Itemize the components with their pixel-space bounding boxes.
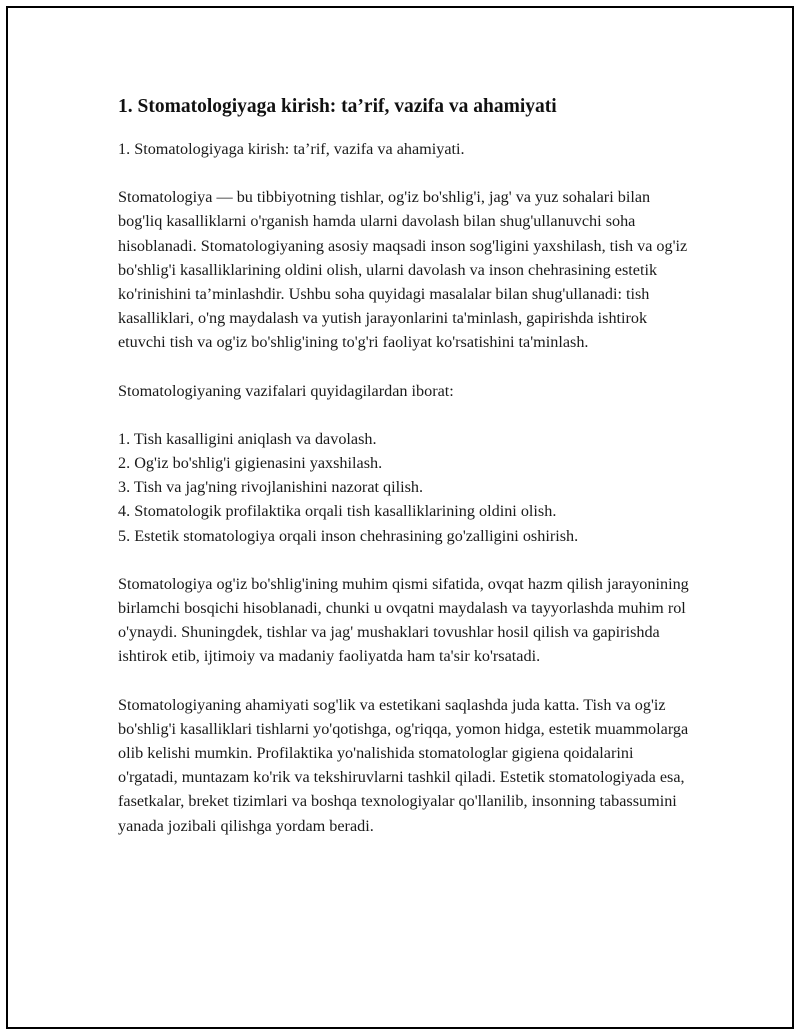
list-item: 5. Estetik stomatologiya orqali inson chehrasining go'zalligini oshirish. — [118, 526, 579, 545]
document-title: 1. Stomatologiyaga kirish: ta’rif, vazifa va ahamiyati — [118, 96, 557, 117]
tasks-intro: Stomatologiyaning vazifalari quyidagilardan iborat: — [118, 381, 454, 400]
paragraph-function: Stomatologiya og'iz bo'shlig'ining muhim qismi sifatida, ovqat hazm qilish jarayonining birlamchi bosqichi hisoblanadi, chunki u ovqatni maydalash va tayyorlashda muhim rol o'ynaydi. Shuningdek, tishlar va jag' mushaklari tovushlar hosil qilish va gapirishda ishtirok etib, ijtimoiy va madaniy faoliyatda ham ta'sir ko'rsatadi. — [118, 574, 689, 666]
document-subtitle: 1. Stomatologiyaga kirish: ta’rif, vazifa va ahamiyati. — [118, 140, 465, 158]
paragraph-importance: Stomatologiyaning ahamiyati sog'lik va estetikani saqlashda juda katta. Tish va og'iz bo'shlig'i kasalliklari tishlarni yo'qotishga, og'riqqa, yomon hidga, estetik muammolarga olib kelishi mumkin. Profilaktika yo'nalishida stomatologlar gigiena qoidalarini o'rgatadi, muntazam ko'rik va tekshiruvlarni tashkil qiladi. Estetik stomatologiyada esa, fasetkalar, breket tizimlari va boshqa texnologiyalar qo'llanilib, insonning tabassumini yanada jozibali qilishga yordam beradi. — [118, 695, 689, 835]
list-item: 3. Tish va jag'ning rivojlanishini nazorat qilish. — [118, 478, 424, 497]
list-item: 2. Og'iz bo'shlig'i gigienasini yaxshilash. — [118, 454, 383, 473]
tasks-list — [118, 427, 693, 548]
list-item: 4. Stomatologik profilaktika orqali tish kasalliklarining oldini olish. — [118, 502, 557, 521]
document-body — [118, 94, 693, 862]
list-item: 1. Tish kasalligini aniqlash va davolash. — [118, 429, 377, 448]
paragraph-definition: Stomatologiya — bu tibbiyotning tishlar, og'iz bo'shlig'i, jag' va yuz sohalari bilan bog'liq kasalliklarni o'rganish hamda ularni davolash bilan shug'ullanuvchi soha hisoblanadi. Stomatologiyaning asosiy maqsadi inson sog'ligini yaxshilash, tish va og'iz bo'shlig'i kasalliklarining oldini olish, ularni davolash va inson chehrasining estetik ko'rinishini ta’minlashdir. Ushbu soha quyidagi masalalar bilan shug'ullanadi: tish kasalliklari, o'ng maydalash va yutish jarayonlarini ta'minlash, gapirishda ishtirok etuvchi tish va og'iz bo'shlig'ining to'g'ri faoliyat ko'rsatishini ta'minlash. — [118, 188, 688, 352]
